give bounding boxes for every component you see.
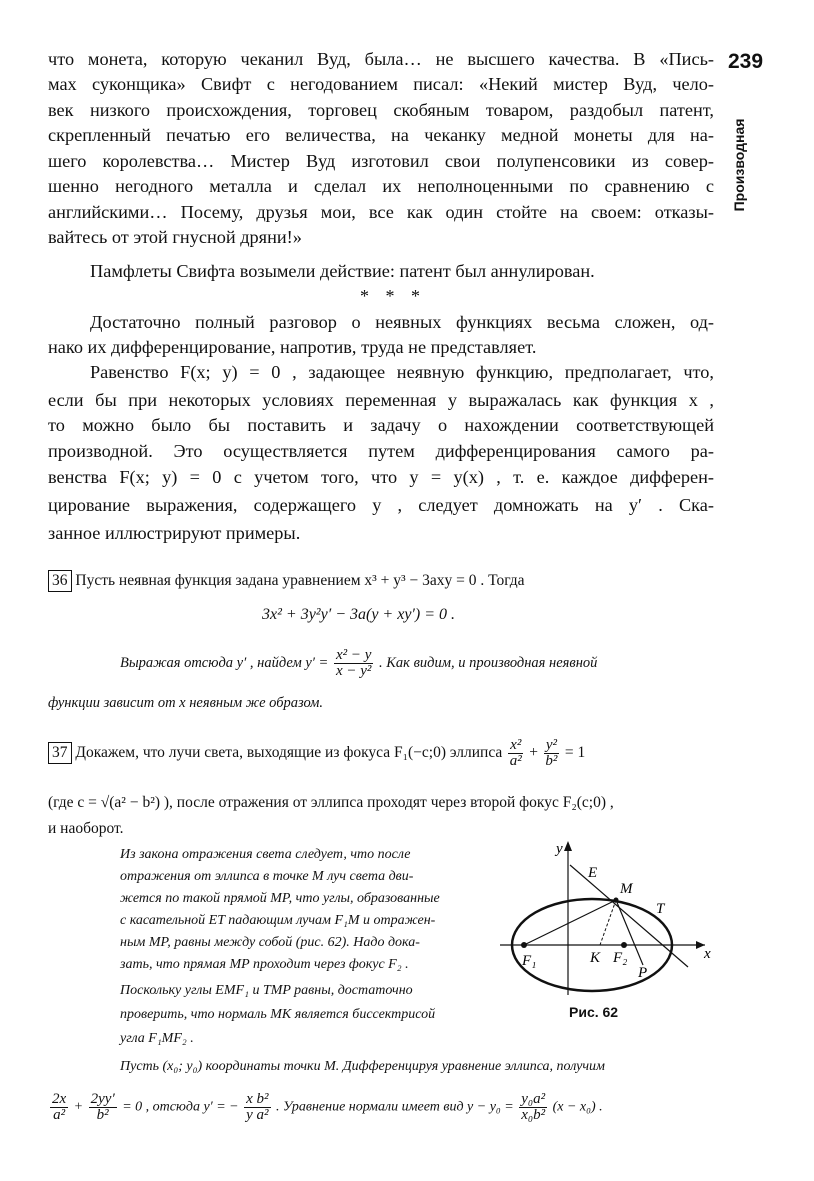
fraction-denominator: x₀b² [521, 1107, 546, 1123]
fraction-numerator: x² − y [335, 647, 372, 663]
fraction-denominator: b² [545, 753, 558, 769]
fraction-numerator: 2x [52, 1091, 67, 1107]
text-line: Памфлеты Свифта возымели действие: патент был аннулирован. [90, 261, 595, 281]
fraction-denominator: a² [53, 1107, 66, 1123]
text-line: Пусть (x₀; y₀) координаты точки M. Дифференцируя уравнение эллипса, получим [120, 1059, 605, 1074]
operator: + [73, 1099, 84, 1115]
text-line: занное иллюстрируют примеры. [48, 523, 301, 543]
text-line: мах суконщика» Свифт с негодованием писал: «Некий мистер Вуд, чело- [48, 74, 714, 94]
fraction-denominator: b² [96, 1107, 109, 1123]
text-line: шенно негодного металла и сделал их неполноценными по сравнению с [48, 176, 714, 196]
fraction [89, 1092, 117, 1123]
example-number: 36 [48, 570, 72, 592]
fraction-numerator: y² [545, 737, 557, 753]
label-f2: F₂ [613, 950, 628, 966]
fraction-numerator: y₀a² [521, 1091, 546, 1107]
derivative-line [48, 1092, 603, 1123]
note-text: Выражая отсюда y′ , найдем y′ = [120, 654, 329, 671]
proof-line: с касательной ET падающим лучам F₁M и отражен- [120, 913, 436, 928]
example-37 [48, 738, 585, 769]
section-separator: * * * [360, 286, 426, 306]
text-line: скрепленный печатью его величества, на чеканку медной монеты для на- [48, 125, 714, 145]
text-line: век низкого происхождения, торговец скобяным товаром, раздобыл патент, [48, 100, 714, 120]
focus-f1-point [521, 942, 527, 948]
fraction-numerator: x² [510, 737, 522, 753]
focus-f2-point [621, 942, 627, 948]
example-number: 37 [48, 742, 72, 764]
fraction [519, 1092, 547, 1123]
text-line: венства F(x; y) = 0 с учетом того, что y = y(x) , т. е. каждое дифферен- [48, 467, 714, 487]
label-e: E [588, 865, 598, 881]
section-label-text: Производная [731, 118, 747, 212]
section-label [724, 90, 754, 240]
example-note [120, 648, 597, 679]
text-span: . Уравнение нормали имеет вид y − y₀ = [276, 1099, 514, 1115]
text-span: = 0 , отсюда y′ = − [122, 1099, 239, 1115]
page-number: 239 [728, 50, 764, 73]
proof-line: Из закона отражения света следует, что после [120, 847, 411, 862]
proof-line: ным MP, равны между собой (рис. 62). Надо дока- [120, 935, 420, 950]
point-m [614, 898, 619, 903]
example-note: функции зависит от x неявным же образом. [48, 695, 324, 711]
fraction [508, 738, 523, 769]
ellipse-figure [480, 835, 720, 1000]
label-y: y [556, 841, 563, 857]
proof-line: зать, что прямая MP проходит через фокус F₂ . [120, 957, 409, 972]
text-line: Равенство F(x; y) = 0 , задающее неявную функцию, предполагает, что, [90, 362, 714, 382]
example-text: и наоборот. [48, 820, 124, 837]
label-p: P [638, 965, 648, 981]
text-line: вайтесь от этой гнусной дряни!» [48, 227, 302, 247]
fraction [334, 648, 373, 679]
label-f1: F₁ [522, 953, 537, 969]
text-line: Достаточно полный разговор о неявных функциях весьма сложен, од- [90, 312, 714, 332]
text-line: шего королевства… Мистер Вуд изготовил свои полупенсовики из совер- [48, 151, 714, 171]
label-m: M [620, 881, 633, 897]
label-t: T [656, 901, 665, 917]
proof-line: проверить, что нормаль MK является биссектрисой [120, 1007, 436, 1022]
label-x: x [704, 946, 711, 962]
fraction-numerator: x b² [246, 1091, 269, 1107]
operator: + [529, 744, 538, 762]
example-text: Докажем, что лучи света, выходящие из фокуса F₁(−c;0) эллипса [75, 744, 503, 762]
example-text: Пусть неявная функция задана уравнением x³ + y³ − 3axy = 0 . Тогда [75, 572, 525, 589]
y-axis-arrow [564, 841, 572, 851]
text-line: что монета, которую чеканил Вуд, была… не высшего качества. В «Пись- [48, 49, 714, 69]
proof-line: угла F₁MF₂ . [120, 1031, 194, 1046]
text-line: если бы при некоторых условиях переменная y выражалась как функция x , [48, 390, 714, 410]
fraction [544, 738, 559, 769]
fraction [244, 1092, 270, 1123]
fraction-denominator: y a² [246, 1107, 269, 1123]
fraction-numerator: 2yy′ [90, 1091, 115, 1107]
fraction-denominator: a² [509, 753, 522, 769]
text-line: цирование выражения, содержащего y , следует домножать на y′ . Ска- [48, 495, 714, 515]
proof-line: Поскольку углы EMF₁ и TMP равны, достаточно [120, 983, 413, 998]
example-text: (где c = √(a² − b²) ), после отражения от эллипса проходят через второй фокус F₂(c;0) , [48, 794, 614, 811]
proof-line: отражения от эллипса в точке M луч света дви- [120, 869, 414, 884]
text-line: то можно было бы поставить и задачу о нахождении соответствующей [48, 415, 714, 435]
figure-caption: Рис. 62 [569, 1004, 619, 1020]
example-36 [48, 570, 525, 592]
proof-line: жется по такой прямой MP, что углы, образованные [120, 891, 440, 906]
text-line: английскими… Посему, друзья мои, все как один стойте на своем: отказы- [48, 202, 714, 222]
text-line: производной. Это осуществляется путем дифференцирования самого ра- [48, 441, 714, 461]
equation: 3x² + 3y²y′ − 3a(y + xy′) = 0 . [262, 606, 456, 623]
note-text: . Как видим, и производная неявной [379, 654, 598, 671]
fraction-denominator: x − y² [335, 663, 372, 679]
label-k: K [590, 950, 601, 966]
text-line: нако их дифференцирование, напротив, труда не представляет. [48, 337, 537, 357]
text-span: (x − x₀) . [552, 1099, 603, 1115]
fraction [50, 1092, 68, 1123]
operator: = 1 [564, 744, 586, 762]
